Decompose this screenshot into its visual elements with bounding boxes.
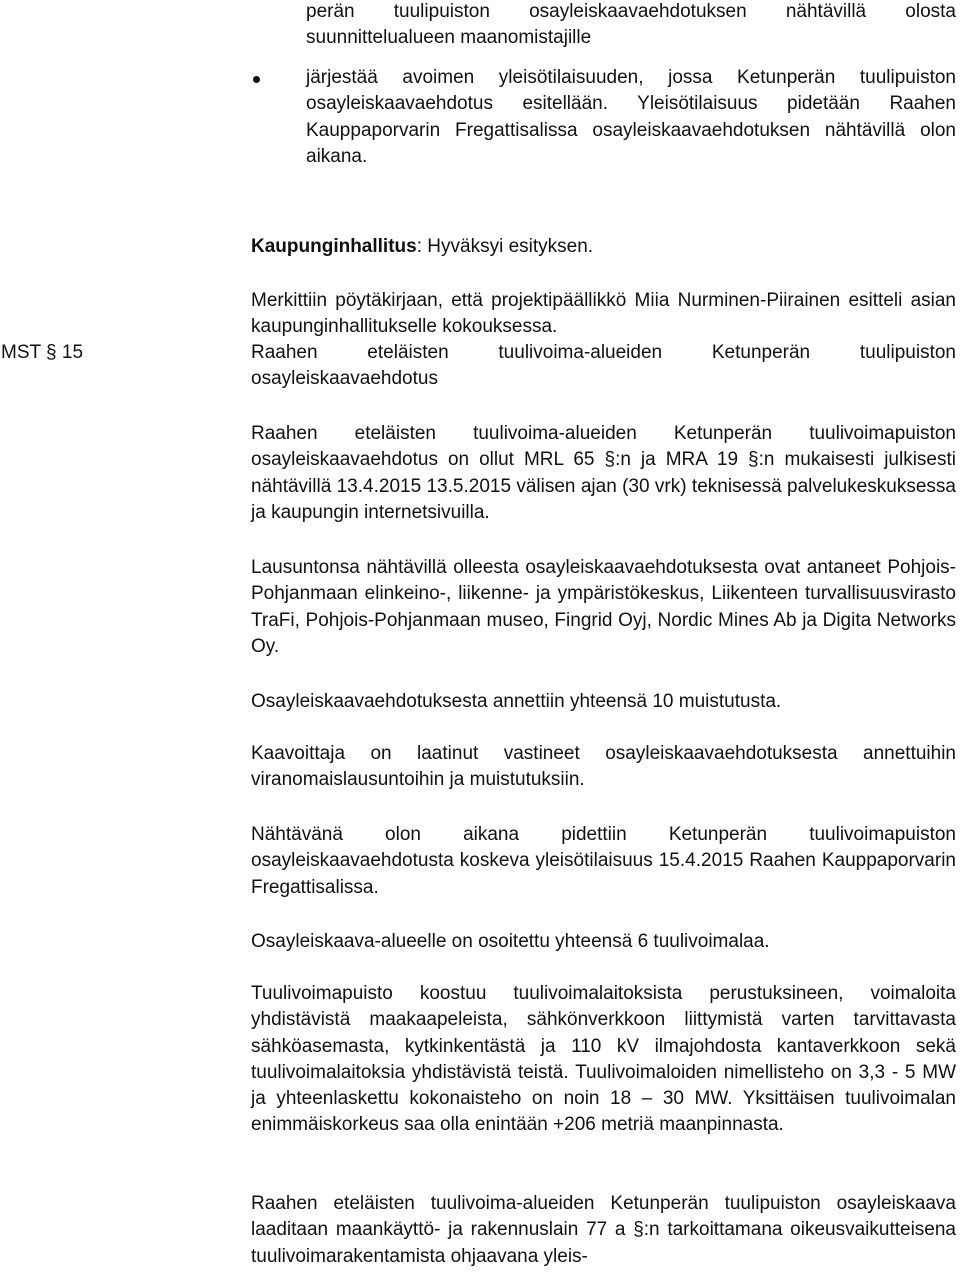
intro-continued-text: perän tuulipuiston osayleiskaavaehdotuksen nähtävillä olosta suunnittelualueen maanomistajille [306, 1, 956, 49]
minutes-note: Merkittiin pöytäkirjaan, että projektipäällikkö Miia Nurminen-Piirainen esitteli asian kaupunginhallitukselle kokouksessa. [251, 290, 956, 338]
paragraph-statements: Lausuntonsa nähtävillä olleesta osayleiskaavaehdotuksesta ovat antaneet Pohjois-Pohjanmaan elinkeino-, liikenne- ja ympäristökeskus, Liikenteen turvallisuusvirasto TraFi, Pohjois-Pohjanmaan museo, Fingrid Oyj, Nordic Mines Ab ja Digita Networks Oy. [251, 557, 956, 657]
bullet-item-text: järjestää avoimen yleisötilaisuuden, jossa Ketunperän tuulipuiston osayleiskaavaehdotus esitellään. Yleisötilaisuus pidetään Raahen Kauppaporvarin Fregattisalissa osayleiskaavaehdotuksen nähtävillä olon aikana. [306, 67, 956, 167]
decision-text: : Hyväksyi esityksen. [416, 236, 594, 257]
decision-label: Kaupunginhallitus [251, 236, 417, 257]
paragraph-plan-purpose: Raahen eteläisten tuulivoima-alueiden Ketunperän tuulipuiston osayleiskaava laaditaan maankäyttö- ja rakennuslain 77 a §:n tarkoittamana oikeusvaikutteisena tuulivoimarakentamista ohjaavana yleis- [251, 1193, 956, 1267]
decision-line [251, 234, 956, 260]
paragraph-exhibition: Raahen eteläisten tuulivoima-alueiden Ketunperän tuulivoimapuiston osayleiskaavaehdotus on ollut MRL 65 §:n ja MRA 19 §:n mukaisesti julkisesti nähtävillä 13.4.2015 13.5.2015 välisen ajan (30 vrk) teknisessä palvelukeskuksessa ja kaupungin internetsivuilla. [251, 423, 956, 523]
case-title: Raahen eteläisten tuulivoima-alueiden Ketunperän tuulipuiston osayleiskaavaehdotus [251, 342, 956, 390]
bullet-icon [253, 76, 260, 83]
case-code: MST § 15 [1, 342, 84, 363]
paragraph-responses: Kaavoittaja on laatinut vastineet osayleiskaavaehdotuksesta annettuihin viranomaislausuntoihin ja muistutuksiin. [251, 743, 956, 791]
paragraph-turbine-count: Osayleiskaava-alueelle on osoitettu yhteensä 6 tuulivoimalaa. [251, 931, 770, 952]
paragraph-objections: Osayleiskaavaehdotuksesta annettiin yhteensä 10 muistutusta. [251, 691, 782, 712]
paragraph-public-event: Nähtävänä olon aikana pidettiin Ketunperän tuulivoimapuiston osayleiskaavaehdotusta koskeva yleisötilaisuus 15.4.2015 Raahen Kauppaporvarin Fregattisalissa. [251, 824, 956, 898]
paragraph-wind-park-description: Tuulivoimapuisto koostuu tuulivoimalaitoksista perustuksineen, voimaloita yhdistävistä maakaapeleista, sähkönverkkoon liittymistä varten tarvittavasta sähköasemasta, kytkinkentästä ja 110 kV ilmajohdosta kantaverkkoon sekä tuulivoimalaitoksia yhdistävistä teistä. Tuulivoimaloiden nimellisteho on 3,3 - 5 MW ja yhteenlaskettu kokonaisteho on noin 18 – 30 MW. Yksittäisen tuulivoimalan enimmäiskorkeus saa olla enintään +206 metriä maanpinnasta. [251, 983, 956, 1136]
